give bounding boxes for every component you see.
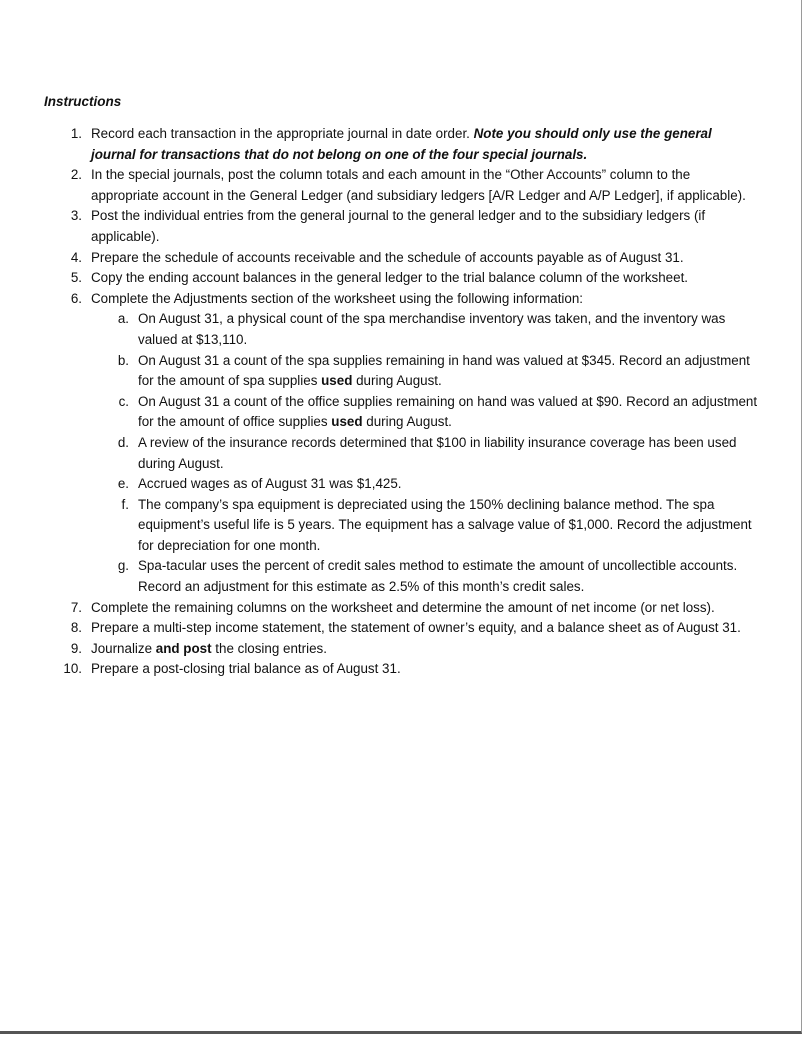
- list-text: Prepare the schedule of accounts receivable and the schedule of accounts payable as of August 31.: [91, 249, 684, 265]
- list-text: Complete the Adjustments section of the worksheet using the following information:: [91, 290, 584, 306]
- sub-letter: a.: [117, 311, 129, 327]
- bold-word: used: [331, 414, 363, 430]
- sub-text: On August 31 a count of the spa supplies remaining in hand was valued at $345. Record an adjustment for the amount of spa supplies: [138, 352, 750, 389]
- list-item-8: [0, 618, 760, 639]
- sub-text: The company’s spa equipment is depreciated using the 150% declining balance method. The spa equipment’s useful life is 5 years. The equipment has a salvage value of $1,000. Record the adjustment for depreciation for one month.: [138, 496, 752, 553]
- sub-letter: d.: [117, 434, 129, 450]
- list-text: Prepare a multi-step income statement, the statement of owner’s equity, and a balance sheet as of August 31.: [91, 620, 741, 636]
- sub-item-e: [91, 474, 760, 495]
- sub-item-g: [91, 556, 760, 597]
- list-item-2: [0, 165, 760, 206]
- list-item-10: [0, 659, 760, 680]
- sub-text: Accrued wages as of August 31 was $1,425.: [138, 476, 402, 492]
- sub-letter: c.: [118, 393, 129, 409]
- list-number: 5.: [70, 270, 82, 286]
- list-text: Record each transaction in the appropriate journal in date order.: [91, 126, 474, 141]
- sub-text-end: during August.: [352, 373, 442, 389]
- sub-letter: e.: [117, 476, 129, 492]
- list-text-end: the closing entries.: [211, 640, 327, 656]
- sub-text: Spa-tacular uses the percent of credit sales method to estimate the amount of uncollectible accounts. Record an adjustment for this estimate as 2.5% of this month’s credit sales.: [138, 558, 738, 595]
- list-text: Journalize: [91, 640, 156, 656]
- sub-letter: g.: [117, 558, 129, 574]
- sub-letter: b.: [117, 352, 129, 368]
- list-number: 2.: [70, 167, 82, 183]
- list-number: 1.: [70, 126, 82, 141]
- list-item-4: [0, 248, 760, 269]
- list-item-3: [0, 206, 760, 247]
- list-number: 3.: [70, 208, 82, 224]
- bold-phrase: and post: [155, 640, 212, 656]
- sub-item-f: [91, 495, 760, 557]
- sub-text-end: during August.: [362, 414, 452, 430]
- list-text: Complete the remaining columns on the worksheet and determine the amount of net income (or net loss).: [91, 599, 715, 615]
- list-item-6: [0, 289, 760, 598]
- list-item-1: [0, 124, 760, 165]
- sub-text: A review of the insurance records determined that $100 in liability insurance coverage has been used during August.: [138, 434, 737, 471]
- list-text: Post the individual entries from the general journal to the general ledger and to the subsidiary ledgers (if applicable).: [91, 208, 706, 244]
- list-text: Copy the ending account balances in the general ledger to the trial balance column of the worksheet.: [91, 270, 689, 286]
- sub-text: On August 31 a count of the office supplies remaining on hand was valued at $90. Record an adjustment for the amount of office supplies: [138, 393, 758, 430]
- sub-text: On August 31, a physical count of the spa merchandise inventory was taken, and the inventory was valued at $13,110.: [138, 311, 726, 347]
- list-number: 9.: [70, 640, 82, 656]
- sub-item-a: [91, 309, 760, 350]
- list-text: In the special journals, post the column totals and each amount in the “Other Accounts” column to the appropriate account in the General Ledger (and subsidiary ledgers [A/R Ledger and A/P Ledger], if applicable).: [91, 167, 746, 203]
- list-number: 10.: [63, 661, 82, 677]
- list-number: 4.: [70, 249, 82, 265]
- instructions-heading: Instructions: [44, 94, 122, 109]
- sub-item-d: [91, 433, 760, 474]
- sub-item-c: [91, 392, 760, 433]
- sub-item-b: [91, 351, 760, 392]
- list-number: 7.: [70, 599, 82, 615]
- adjustments-list: [91, 309, 760, 597]
- sub-letter: f.: [121, 496, 129, 512]
- bold-word: used: [321, 373, 353, 389]
- instructions-list: [0, 124, 760, 680]
- list-number: 6.: [70, 290, 82, 306]
- list-item-9: [0, 639, 760, 660]
- list-item-7: [0, 598, 760, 619]
- list-item-5: [0, 268, 760, 289]
- list-text: Prepare a post-closing trial balance as of August 31.: [91, 661, 401, 677]
- list-number: 8.: [70, 620, 82, 636]
- emphasis-note: Note you should only use the general journal for transactions that do not belong on one of the four special journals.: [91, 126, 712, 162]
